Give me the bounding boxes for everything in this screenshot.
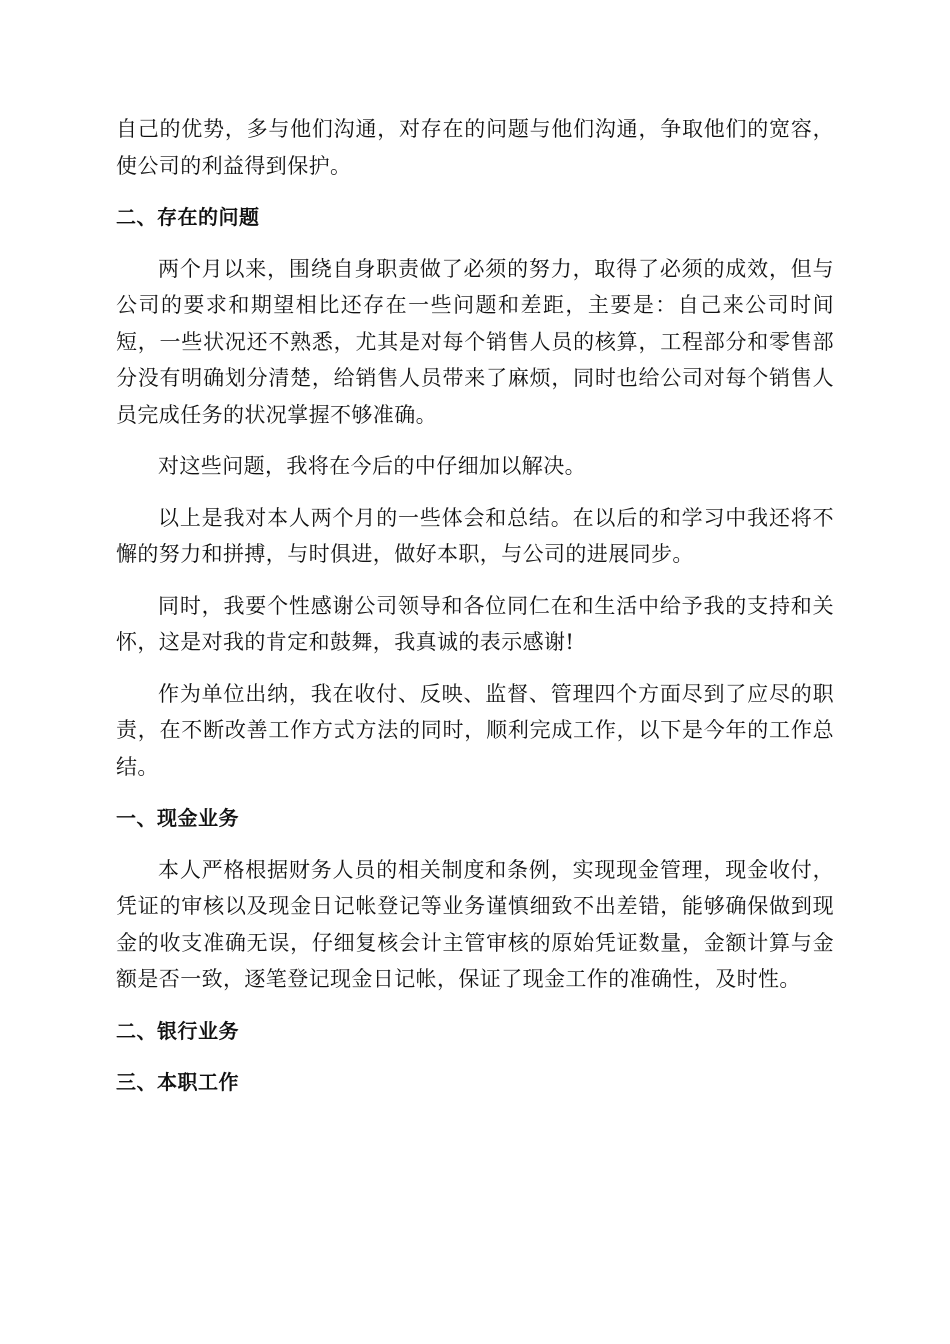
paragraph-continuation: 自己的优势，多与他们沟通，对存在的问题与他们沟通，争取他们的宽容，使公司的利益得到保护。 — [116, 117, 834, 178]
paragraph-problems: 两个月以来，围绕自身职责做了必须的努力，取得了必须的成效，但与公司的要求和期望相比还存在一些问题和差距，主要是：自己来公司时间短，一些状况还不熟悉，尤其是对每个销售人员的核算，工程部分和零售部分没有明确划分清楚，给销售人员带来了麻烦，同时也给公司对每个销售人员完成任务的状况掌握不够准确。 — [116, 256, 834, 427]
section-heading-problems: 二、存在的问题 — [116, 205, 260, 229]
section-heading-cash: 一、现金业务 — [116, 806, 239, 830]
paragraph-thanks: 同时，我要个性感谢公司领导和各位同仁在和生活中给予我的支持和关怀，这是对我的肯定和鼓舞，我真诚的表示感谢! — [116, 593, 834, 654]
paragraph-solve: 对这些问题，我将在今后的中仔细加以解决。 — [158, 454, 586, 478]
section-heading-duty: 三、本职工作 — [116, 1070, 239, 1094]
section-heading-bank: 二、银行业务 — [116, 1018, 239, 1043]
paragraph-cash: 本人严格根据财务人员的相关制度和条例，实现现金管理，现金收付，凭证的审核以及现金日记帐登记等业务谨慎细致不出差错，能够确保做到现金的收支准确无误，仔细复核会计主管审核的原始凭证数量，金额计算与金额是否一致，逐笔登记现金日记帐，保证了现金工作的准确性，及时性。 — [116, 857, 834, 991]
document-body — [116, 111, 834, 1116]
paragraph-cashier-intro: 作为单位出纳，我在收付、反映、监督、管理四个方面尽到了应尽的职责，在不断改善工作方式方法的同时，顺利完成工作，以下是今年的工作总结。 — [116, 681, 834, 779]
paragraph-summary: 以上是我对本人两个月的一些体会和总结。在以后的和学习中我还将不懈的努力和拼搏，与时俱进，做好本职，与公司的进展同步。 — [116, 505, 834, 566]
